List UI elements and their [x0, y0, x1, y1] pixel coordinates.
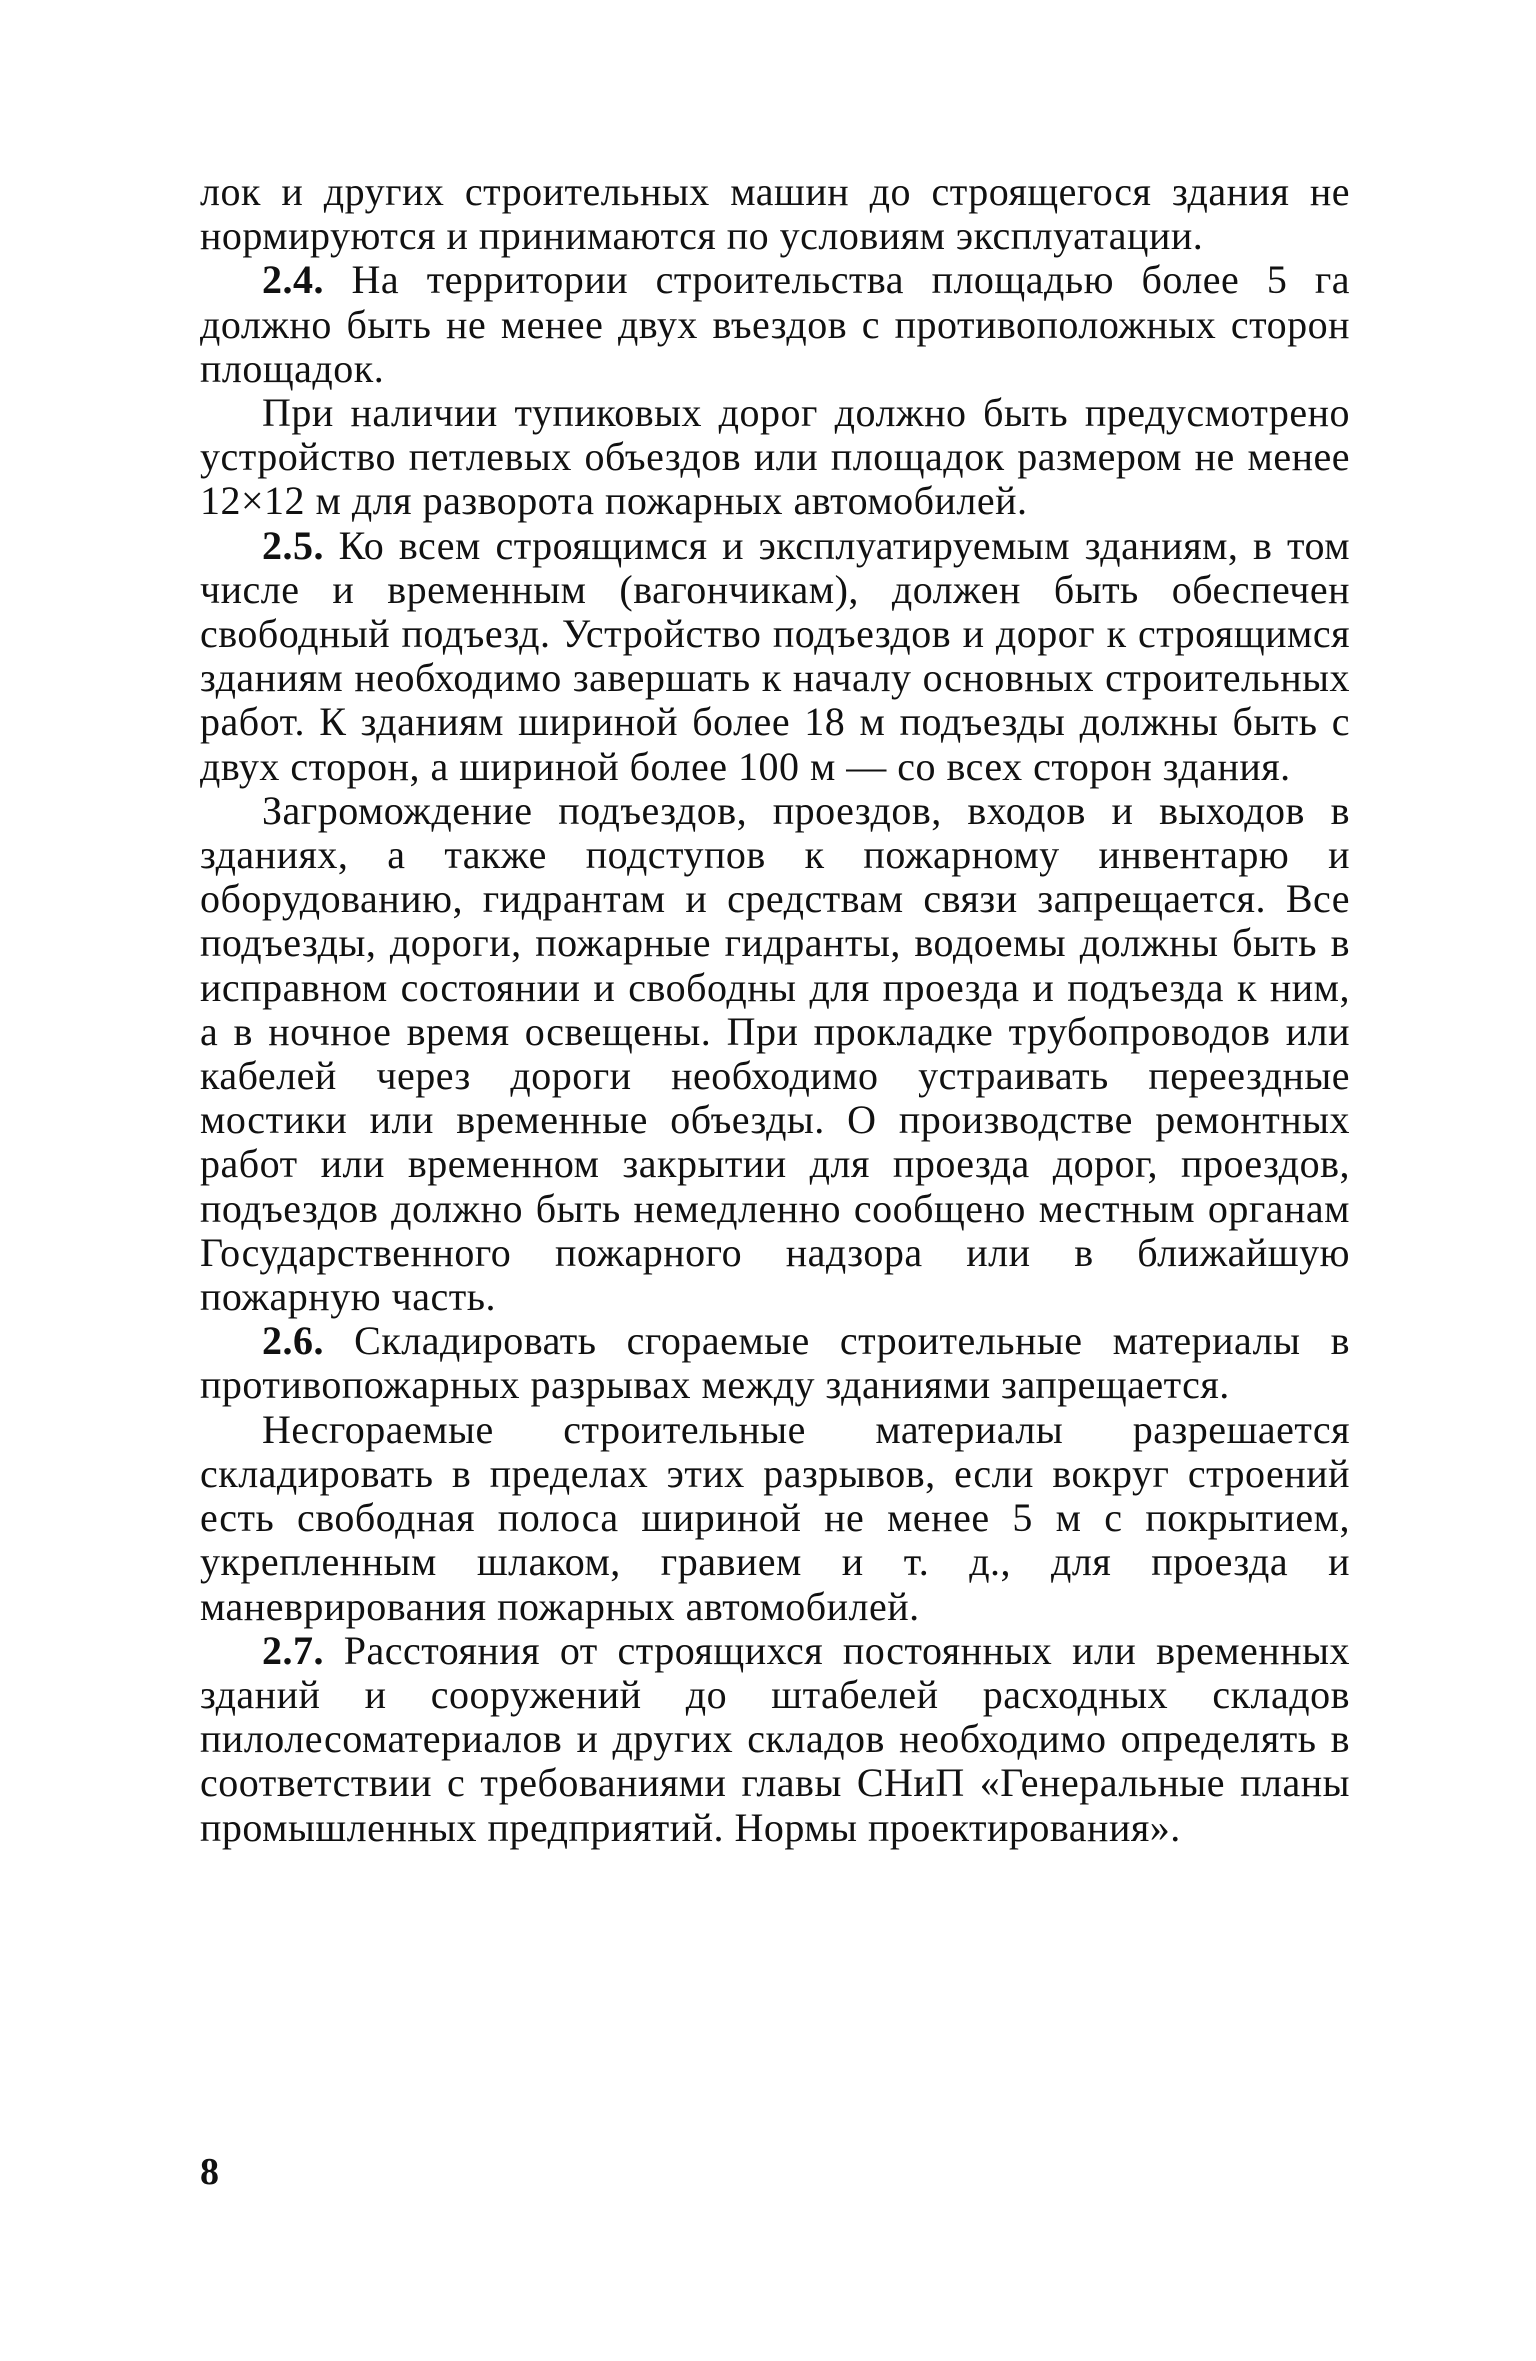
- paragraph-text: Ко всем строящимся и эксплуатируемым зданиям, в том числе и временным (вагончикам), должен быть обеспечен свободный подъезд. Устройство подъездов и дорог к строящимся зданиям необходимо завершать к началу основных строительных работ. К зданиям шириной более 18 м подъезды должны быть с двух сторон, а шириной более 100 м — со всех сторон здания.: [200, 522, 1350, 789]
- paragraph-text: Расстояния от строящихся постоянных или временных зданий и сооружений до штабелей расходных складов пилолесоматериалов и других складов необходимо определять в соответствии с требованиями главы СНиП «Генеральные планы промышленных предприятий. Нормы проектирования».: [200, 1627, 1350, 1850]
- section-number: 2.4.: [262, 257, 324, 303]
- paragraph-text: На территории строительства площадью более 5 га должно быть не менее двух въездов с противоположных сторон площадок.: [200, 257, 1350, 391]
- paragraph-continuation: [200, 170, 1350, 258]
- paragraph-2-6: [200, 1319, 1350, 1407]
- paragraph-text: Складировать сгораемые строительные материалы в противопожарных разрывах между зданиями запрещается.: [200, 1318, 1350, 1408]
- paragraph-2-4: [200, 258, 1350, 391]
- paragraph-text: Загромождение подъездов, проездов, входов и выходов в зданиях, а также подступов к пожарному инвентарю и оборудованию, гидрантам и средствам связи запрещается. Все подъезды, дороги, пожарные гидранты, водоемы должны быть в исправном состоянии и свободны для проезда и подъезда к ним, а в ночное время освещены. При прокладке трубопроводов или кабелей через дороги необходимо устраивать переездные мостики или временные объезды. О производстве ремонтных работ или временном закрытии для проезда дорог, проездов, подъездов должно быть немедленно сообщено местным органам Государственного пожарного надзора или в ближайшую пожарную часть.: [200, 787, 1350, 1320]
- paragraph-text: лок и других строительных машин до строящегося здания не нормируются и принимаются по условиям эксплуатации.: [200, 169, 1350, 259]
- paragraph-dead-end-roads: [200, 391, 1350, 524]
- section-number: 2.5.: [262, 522, 324, 568]
- paragraph-noncombustible: [200, 1408, 1350, 1629]
- section-number: 2.6.: [262, 1318, 324, 1364]
- paragraph-2-7: [200, 1629, 1350, 1850]
- section-number: 2.7.: [262, 1627, 324, 1673]
- paragraph-2-5: [200, 524, 1350, 789]
- paragraph-text: При наличии тупиковых дорог должно быть предусмотрено устройство петлевых объездов или площадок размером не менее 12×12 м для разворота пожарных автомобилей.: [200, 390, 1350, 524]
- page-number: 8: [200, 2151, 219, 2193]
- paragraph-obstruction: [200, 789, 1350, 1319]
- paragraph-text: Несгораемые строительные материалы разрешается складировать в пределах этих разрывов, если вокруг строений есть свободная полоса шириной не менее 5 м с покрытием, укрепленным шлаком, гравием и т. д., для проезда и маневрирования пожарных автомобилей.: [200, 1406, 1350, 1629]
- body-text: [200, 170, 1350, 1850]
